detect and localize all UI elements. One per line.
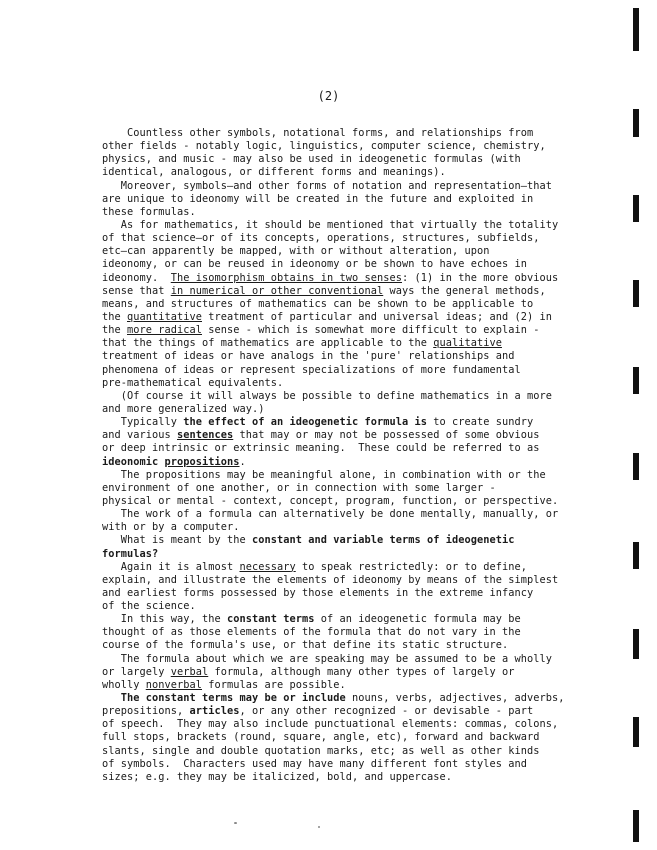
text-run: sense - which is somewhat more difficult to explain - [202, 324, 540, 337]
text-line [102, 232, 592, 245]
text-line [102, 153, 592, 166]
emphasized-text: constant terms [227, 613, 315, 626]
text-run: and earliest forms possessed by those elements in the extreme infancy [102, 586, 534, 599]
text-line [102, 626, 592, 639]
text-line [102, 324, 592, 337]
text-run: that may or may not be possessed of some obvious [233, 429, 540, 442]
text-run: Moreover, symbols—and other forms of notation and representation—that [102, 179, 552, 192]
text-line [102, 390, 592, 403]
text-line [102, 613, 592, 626]
emphasized-text: The constant terms may be or include [120, 692, 346, 705]
text-run: , or any other recognized - or devisable - part [239, 705, 534, 718]
margin-mark [633, 195, 639, 222]
text-line [102, 745, 592, 758]
text-line [102, 679, 592, 692]
text-run: prepositions, [102, 705, 190, 718]
text-run: to create sundry [426, 416, 534, 429]
text-run: identical, analogous, or different forms and meanings). [102, 166, 446, 179]
emphasized-text: the effect of an ideogenetic formula is [183, 416, 427, 429]
text-run: ideonomy, or can be reused in ideonomy or be shown to have echoes in [102, 258, 527, 271]
text-line [102, 534, 592, 547]
text-line [102, 193, 592, 206]
text-run: to speak restrictedly: or to define, [295, 560, 527, 573]
text-run: (Of course it will always be possible to define mathematics in a more [102, 389, 552, 402]
text-run: thought of as those elements of the formula that do not vary in the [102, 626, 521, 639]
margin-mark [633, 367, 639, 394]
margin-mark [633, 629, 639, 659]
text-run: explain, and illustrate the elements of ideonomy by means of the simplest [102, 573, 559, 586]
text-run: formula, although many other types of largely or [208, 665, 515, 678]
text-run: and more generalized way.) [102, 402, 265, 415]
text-line [102, 718, 592, 731]
text-run: are unique to ideonomy will be created in the future and exploited in [102, 192, 534, 205]
text-line [102, 285, 592, 298]
body-text [102, 127, 592, 784]
text-run: wholly [102, 678, 146, 691]
text-line [102, 272, 592, 285]
text-run: sense that [102, 284, 171, 297]
scan-speck [234, 822, 237, 824]
margin-mark [633, 453, 639, 480]
underlined-text: more radical [127, 324, 202, 337]
text-run [102, 692, 121, 704]
text-run: Countless other symbols, notational forms, and relationships from [102, 127, 534, 139]
page-number: (2) [317, 89, 340, 103]
text-run: full stops, brackets (round, square, angle, etc), forward and backward [102, 731, 540, 744]
text-run: ways the general methods, [383, 284, 546, 297]
text-line [102, 429, 592, 442]
text-run: The propositions may be meaningful alone, in combination with or the [102, 468, 546, 481]
underlined-text: in numerical or other conventional [170, 284, 384, 297]
text-run: As for mathematics, it should be mentioned that virtually the totality [102, 218, 559, 231]
text-line [102, 377, 592, 390]
margin-mark [633, 810, 639, 842]
text-line [102, 561, 592, 574]
margin-mark [633, 717, 639, 747]
text-run: physics, and music - may also be used in ideogenetic formulas (with [102, 153, 521, 166]
underlined-text: nonverbal [145, 678, 202, 691]
text-line [102, 705, 592, 718]
text-run: formulas are possible. [202, 678, 346, 691]
text-line [102, 180, 592, 193]
text-line [102, 219, 592, 232]
text-run: slants, single and double quotation marks, etc; as well as other kinds [102, 744, 540, 757]
text-line [102, 127, 592, 140]
text-run: treatment of particular and universal ideas; and (2) in [202, 310, 552, 323]
text-line [102, 469, 592, 482]
text-line [102, 456, 592, 469]
text-line [102, 140, 592, 153]
emphasized-text: constant and variable terms of ideogenetic [251, 534, 515, 547]
text-run: and various [102, 429, 177, 442]
text-line [102, 731, 592, 744]
emphasized-text: formulas? [102, 547, 159, 560]
text-run: sizes; e.g. they may be italicized, bold, and uppercase. [102, 770, 452, 783]
text-run: of symbols. Characters used may have many different font styles and [102, 757, 527, 770]
text-line [102, 442, 592, 455]
text-line [102, 258, 592, 271]
text-line [102, 692, 592, 705]
text-line [102, 548, 592, 561]
text-run: means, and structures of mathematics can be shown to be applicable to [102, 297, 534, 310]
text-line [102, 337, 592, 350]
margin-mark [633, 8, 639, 51]
text-run: environment of one another, or in connection with some larger - [102, 481, 496, 494]
text-line [102, 364, 592, 377]
text-run: Typically [102, 416, 184, 429]
text-run: ideonomy. [102, 271, 171, 284]
text-run: treatment of ideas or have analogs in the 'pure' relationships and [102, 350, 515, 363]
emphasized-text: ideonomic [102, 455, 165, 468]
text-run: of speech. They may also include punctuational elements: commas, colons, [102, 718, 559, 731]
text-line [102, 587, 592, 600]
text-run: Again it is almost [102, 560, 240, 573]
text-line [102, 416, 592, 429]
text-run: of the science. [102, 600, 196, 613]
text-run: What is meant by the [102, 534, 252, 547]
text-run: the [102, 310, 127, 323]
text-line [102, 482, 592, 495]
text-run: or deep intrinsic or extrinsic meaning. These could be referred to as [102, 442, 540, 455]
underlined-text: necessary [239, 560, 296, 573]
text-run: or largely [102, 665, 171, 678]
text-run: physical or mental - context, concept, program, function, or perspective. [102, 494, 559, 507]
text-line [102, 521, 592, 534]
text-line [102, 574, 592, 587]
text-run: phenomena of ideas or represent specializations of more fundamental [102, 363, 521, 376]
text-line [102, 653, 592, 666]
text-run: pre-mathematical equivalents. [102, 376, 284, 389]
text-run: other fields - notably logic, linguistics, computer science, chemistry, [102, 140, 546, 153]
text-line [102, 245, 592, 258]
text-line [102, 758, 592, 771]
text-line [102, 639, 592, 652]
text-run: these formulas. [102, 205, 196, 218]
scan-speck [318, 826, 320, 828]
emphasized-text: propositions [164, 455, 240, 468]
emphasized-text: articles [189, 705, 240, 718]
text-run: : (1) in the more obvious [401, 271, 559, 284]
text-line [102, 508, 592, 521]
text-line [102, 311, 592, 324]
margin-marks [633, 0, 643, 850]
underlined-text: quantitative [127, 310, 202, 323]
text-run: of that science—or of its concepts, operations, structures, subfields, [102, 232, 540, 245]
underlined-text: qualitative [433, 337, 502, 350]
text-run: nouns, verbs, adjectives, adverbs, [345, 692, 565, 705]
text-run: course of the formula's use, or that define its static structure. [102, 639, 509, 652]
text-line [102, 600, 592, 613]
text-run: that the things of mathematics are applicable to the [102, 337, 434, 350]
emphasized-text: sentences [177, 429, 234, 442]
margin-mark [633, 280, 639, 307]
text-line [102, 771, 592, 784]
underlined-text: The isomorphism obtains in two senses [170, 271, 402, 284]
text-run: . [239, 455, 246, 468]
text-line [102, 166, 592, 179]
text-run: The formula about which we are speaking may be assumed to be a wholly [102, 652, 552, 665]
text-line [102, 350, 592, 363]
text-line [102, 298, 592, 311]
text-line [102, 403, 592, 416]
underlined-text: verbal [170, 665, 209, 678]
text-run: of an ideogenetic formula may be [314, 613, 521, 626]
margin-mark [633, 542, 639, 569]
text-line [102, 666, 592, 679]
text-run: with or by a computer. [102, 521, 240, 534]
margin-mark [633, 109, 639, 137]
text-line [102, 495, 592, 508]
text-run: etc—can apparently be mapped, with or without alteration, upon [102, 245, 490, 258]
text-run: The work of a formula can alternatively be done mentally, manually, or [102, 508, 559, 521]
text-run: In this way, the [102, 613, 227, 626]
text-line [102, 206, 592, 219]
text-run: the [102, 324, 127, 337]
